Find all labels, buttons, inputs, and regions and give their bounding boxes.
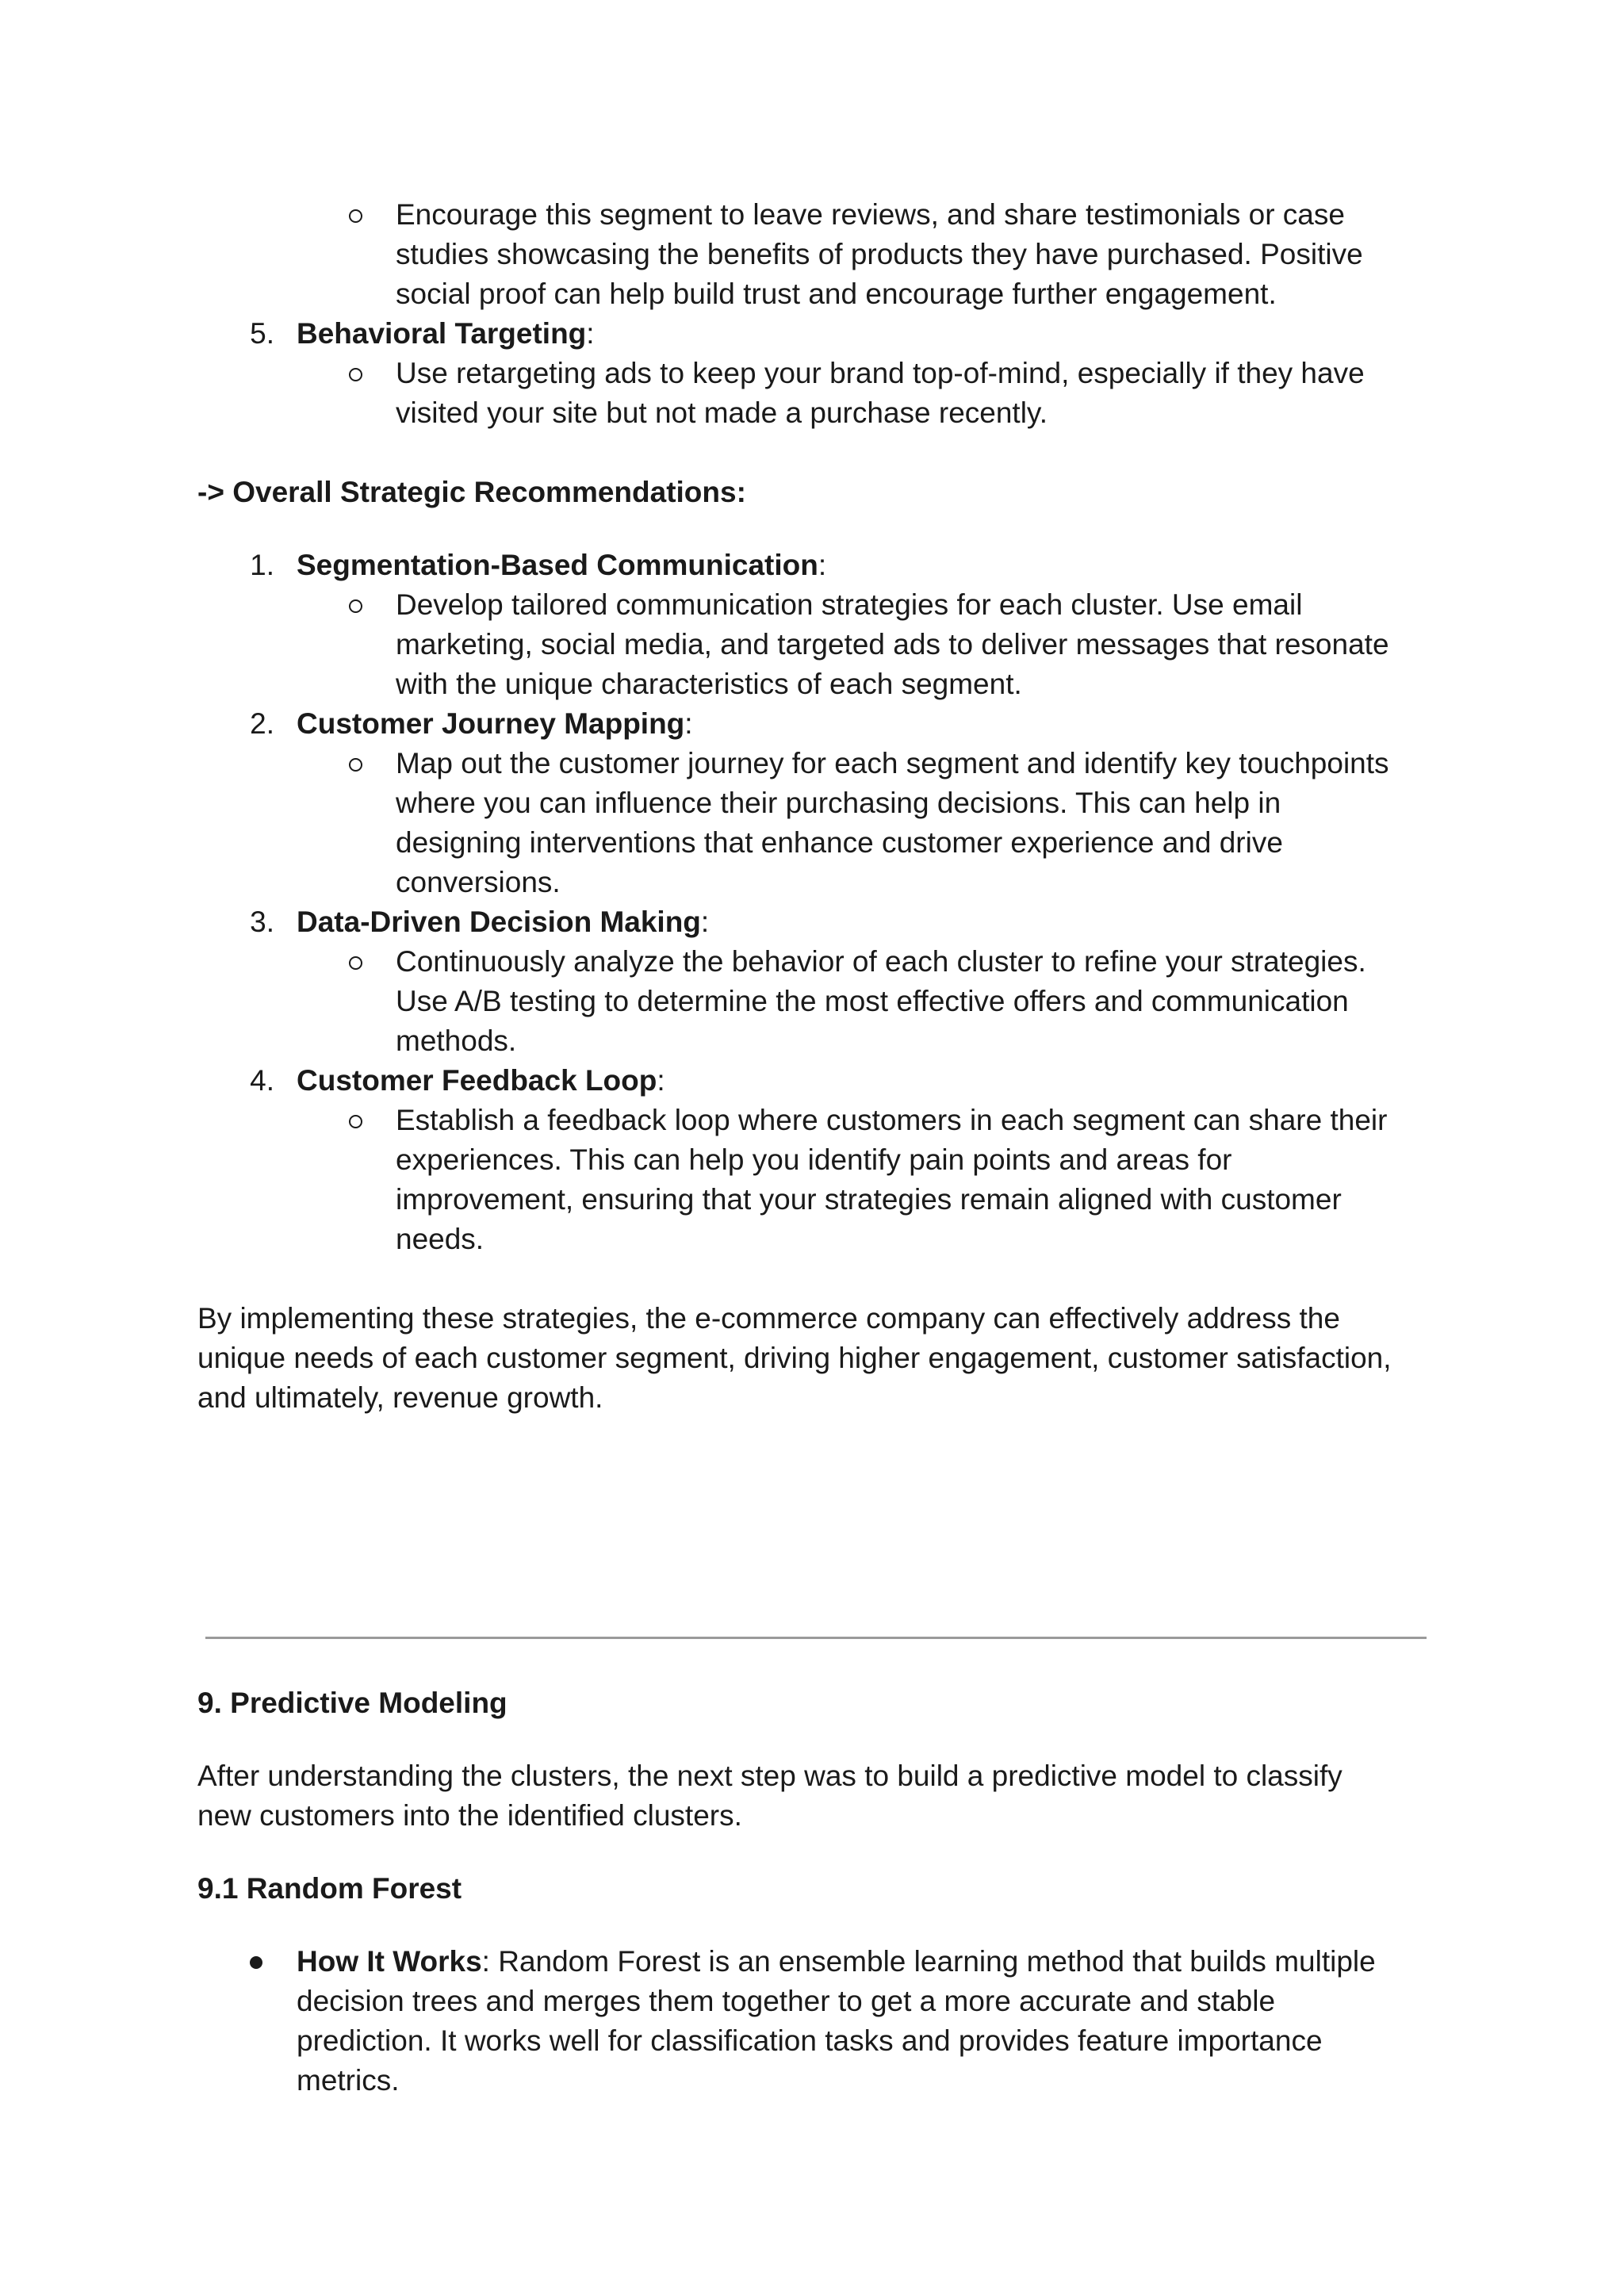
- list-item-heading: [297, 314, 595, 354]
- list-item-heading: [297, 1061, 665, 1101]
- list-item-colon: :: [818, 549, 827, 581]
- bullet-icon: [250, 1956, 262, 1969]
- list-item-colon: :: [657, 1064, 665, 1097]
- list-item-colon: :: [586, 317, 595, 350]
- list-number: 4.: [250, 1064, 274, 1097]
- text-line: methods.: [396, 1024, 517, 1057]
- text-line: Continuously analyze the behavior of each cluster to refine your strategies.: [396, 945, 1366, 978]
- list-number: 5.: [250, 317, 274, 350]
- text-line: marketing, social media, and targeted ads to deliver messages that resonate: [396, 628, 1389, 661]
- section-heading: -> Overall Strategic Recommendations:: [197, 476, 746, 508]
- bullet-first-line: [297, 1942, 1376, 1982]
- hollow-bullet-icon: [349, 956, 362, 970]
- horizontal-divider: [205, 1637, 1427, 1639]
- hollow-bullet-icon: [349, 758, 362, 772]
- list-item-colon: :: [684, 707, 693, 740]
- list-item-title: Data-Driven Decision Making: [297, 906, 701, 938]
- list-number: 2.: [250, 707, 274, 740]
- text-line: where you can influence their purchasing decisions. This can help in: [396, 787, 1281, 819]
- text-line: with the unique characteristics of each segment.: [396, 668, 1022, 700]
- paragraph-line: new customers into the identified clusters.: [197, 1799, 742, 1832]
- text-line: Use A/B testing to determine the most effective offers and communication: [396, 985, 1349, 1017]
- text-line: designing interventions that enhance customer experience and drive: [396, 826, 1283, 859]
- list-item-title: Customer Journey Mapping: [297, 707, 685, 740]
- list-item-title: Customer Feedback Loop: [297, 1064, 657, 1097]
- hollow-bullet-icon: [349, 1115, 362, 1128]
- hollow-bullet-icon: [349, 599, 362, 613]
- list-item-title: Segmentation-Based Communication: [297, 549, 818, 581]
- paragraph-line: and ultimately, revenue growth.: [197, 1381, 603, 1414]
- list-item-title: Behavioral Targeting: [297, 317, 587, 350]
- list-item-heading: [297, 704, 693, 744]
- text-line: experiences. This can help you identify pain points and areas for: [396, 1143, 1232, 1176]
- text-line: Establish a feedback loop where customers in each segment can share their: [396, 1104, 1388, 1136]
- bullet-colon: :: [481, 1945, 490, 1978]
- list-number: 3.: [250, 906, 274, 938]
- subsection-heading: 9.1 Random Forest: [197, 1872, 462, 1905]
- text-line: metrics.: [297, 2064, 400, 2097]
- hollow-bullet-icon: [349, 209, 362, 223]
- list-item-heading: [297, 902, 709, 942]
- list-number: 1.: [250, 549, 274, 581]
- paragraph-line: By implementing these strategies, the e-commerce company can effectively address the: [197, 1302, 1340, 1335]
- hollow-bullet-icon: [349, 368, 362, 381]
- bullet-text: Random Forest is an ensemble learning method that builds multiple: [489, 1945, 1376, 1978]
- list-item-colon: :: [700, 906, 710, 938]
- list-item-heading: [297, 546, 826, 585]
- text-line: Map out the customer journey for each segment and identify key touchpoints: [396, 747, 1389, 779]
- text-line: needs.: [396, 1223, 485, 1255]
- text-line: Use retargeting ads to keep your brand top-of-mind, especially if they have: [396, 357, 1365, 389]
- text-line: conversions.: [396, 866, 561, 898]
- paragraph-line: After understanding the clusters, the next step was to build a predictive model to classify: [197, 1760, 1342, 1792]
- text-line: visited your site but not made a purchase recently.: [396, 396, 1048, 429]
- text-line: Encourage this segment to leave reviews, and share testimonials or case: [396, 198, 1345, 231]
- section-heading: 9. Predictive Modeling: [197, 1687, 508, 1719]
- text-line: studies showcasing the benefits of products they have purchased. Positive: [396, 238, 1363, 270]
- text-line: improvement, ensuring that your strategies remain aligned with customer: [396, 1183, 1342, 1216]
- text-line: decision trees and merges them together to get a more accurate and stable: [297, 1985, 1276, 2017]
- bullet-title: How It Works: [297, 1945, 482, 1978]
- text-line: social proof can help build trust and encourage further engagement.: [396, 278, 1277, 310]
- text-line: prediction. It works well for classification tasks and provides feature importance: [297, 2024, 1323, 2057]
- text-line: Develop tailored communication strategies for each cluster. Use email: [396, 588, 1303, 621]
- paragraph-line: unique needs of each customer segment, driving higher engagement, customer satisfaction,: [197, 1342, 1392, 1374]
